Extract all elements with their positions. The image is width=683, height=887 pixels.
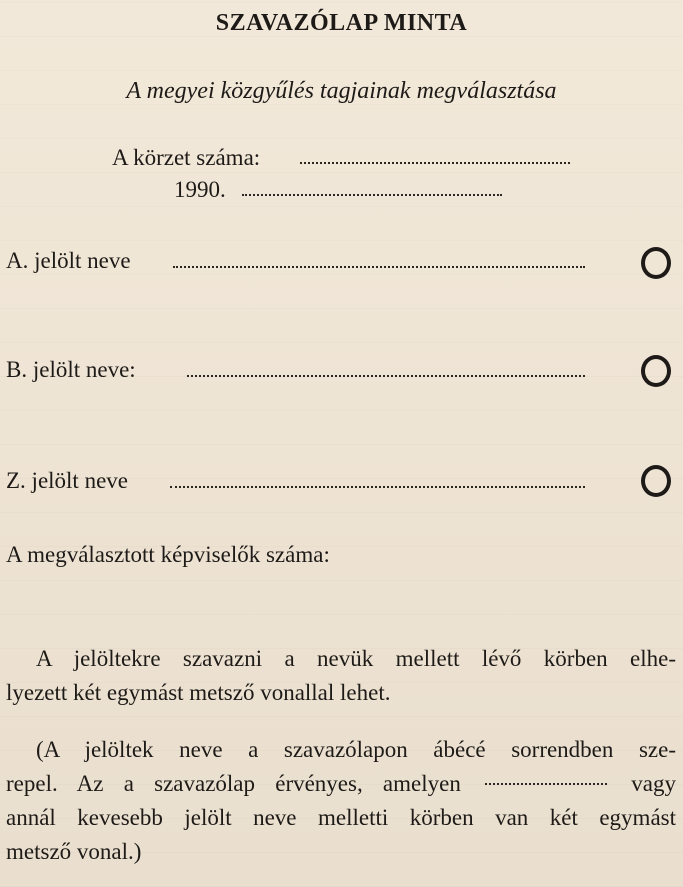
candidate-b-label: B. jelölt neve: (6, 357, 136, 382)
note-line (6, 767, 676, 801)
note-text: vagy (631, 771, 676, 796)
candidate-z-name-field (170, 486, 585, 488)
year-label: 1990. (174, 177, 226, 202)
elected-count-label: A megválasztott képviselők száma: (6, 542, 330, 567)
page-subtitle: A megyei közgyűlés tagjainak megválasztása (126, 78, 557, 104)
note-line: metsző vonal.) (6, 839, 142, 864)
year-date-field[interactable] (242, 194, 502, 196)
instructions-line: lyezett két egymást metsző vonallal lehet. (6, 680, 391, 705)
validity-note (6, 733, 676, 869)
note-line: annál kevesebb jelölt neve melletti körben van két egymást (6, 805, 676, 830)
candidate-z-label: Z. jelölt neve (6, 468, 128, 493)
candidate-a-label: A. jelölt neve (6, 248, 131, 273)
note-text: repel. Az a szavazólap érvényes, amelyen (6, 771, 461, 796)
district-number-field[interactable] (300, 162, 570, 164)
candidate-b-name-field (187, 375, 585, 377)
instructions-line: A jelöltekre szavazni a nevük mellett lévő körben elhe- (36, 646, 676, 671)
candidate-z-vote-circle[interactable] (641, 465, 671, 497)
page-title: SZAVAZÓLAP MINTA (215, 10, 468, 36)
count-blank-field (485, 783, 607, 785)
voting-instructions (6, 642, 676, 710)
note-line: (A jelöltek neve a szavazólapon ábécé sorrendben sze- (36, 737, 676, 762)
candidate-a-vote-circle[interactable] (641, 247, 671, 279)
candidate-a-name-field (173, 266, 585, 268)
district-number-label: A körzet száma: (112, 145, 261, 170)
candidate-b-vote-circle[interactable] (641, 355, 671, 387)
